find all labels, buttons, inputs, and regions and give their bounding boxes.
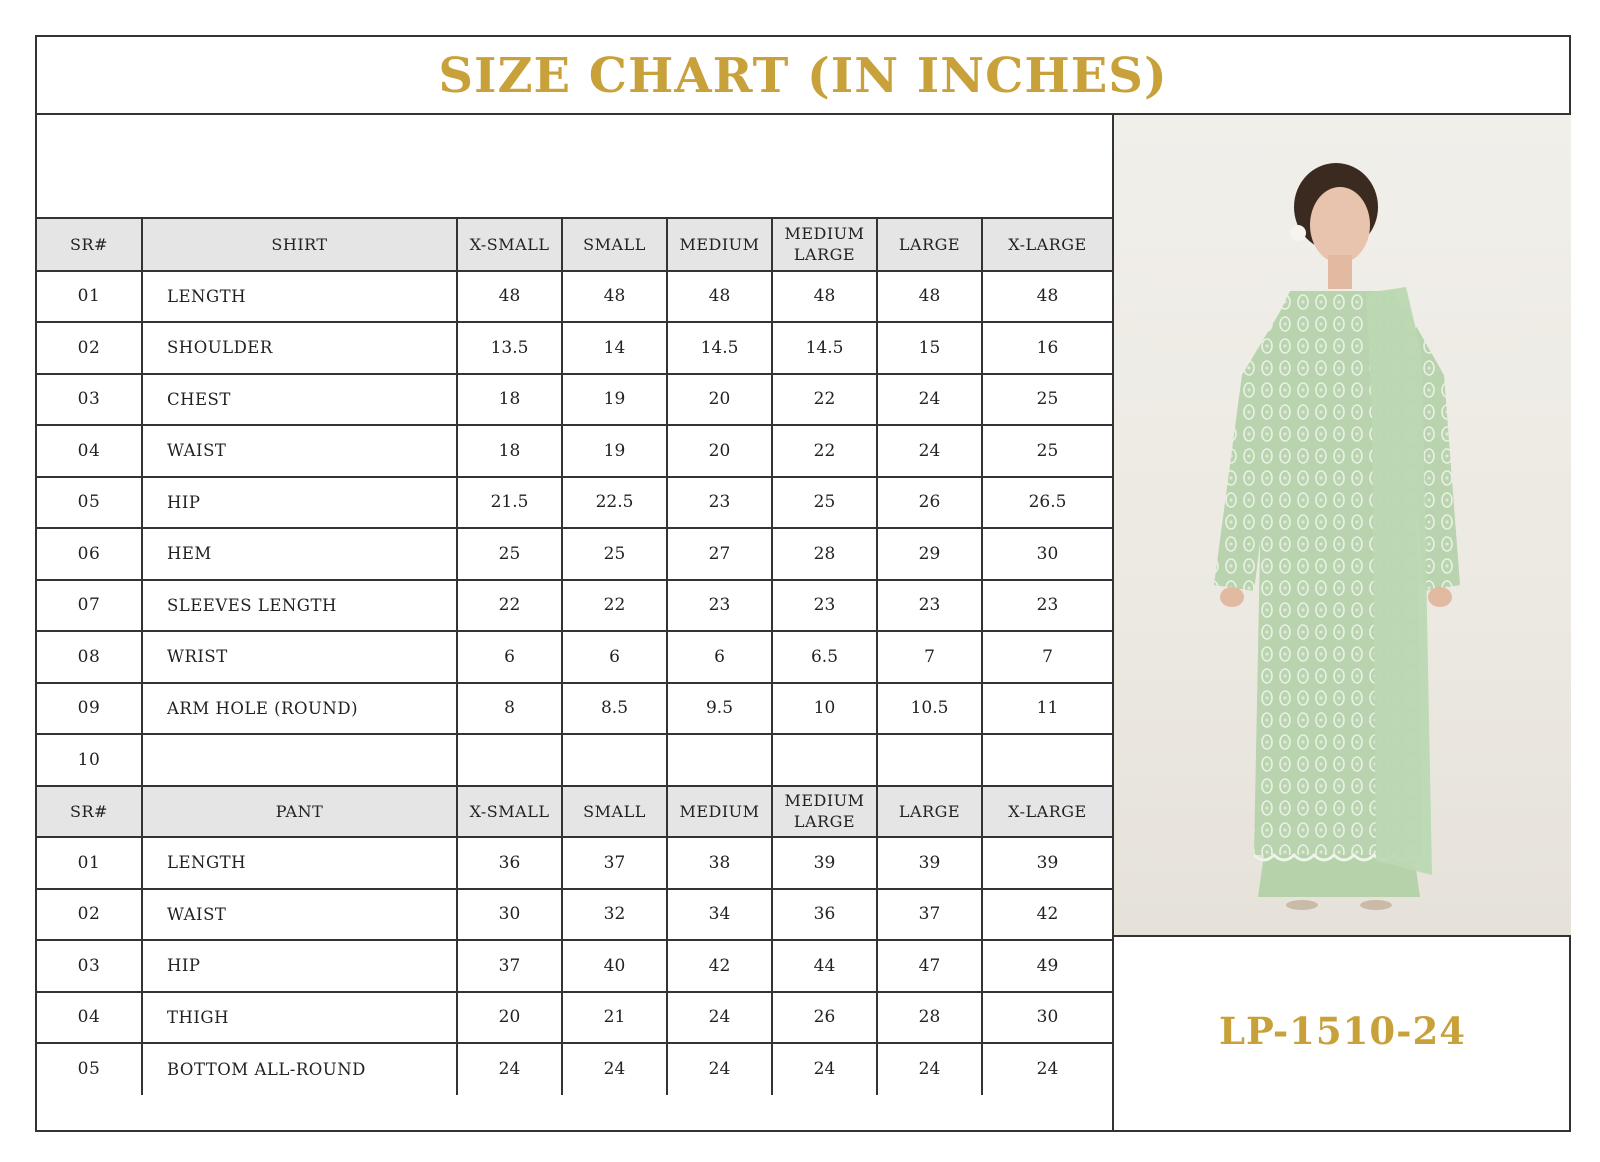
dupatta (1366, 287, 1432, 875)
size-value-cell: 6 (667, 631, 772, 683)
size-value-cell: 24 (562, 1043, 667, 1095)
size-value-cell: 42 (667, 940, 772, 992)
pant-table-header-cell: MEDIUM (667, 786, 772, 838)
size-value-cell: 20 (667, 374, 772, 426)
table-row (37, 271, 1112, 323)
right-foot (1360, 900, 1392, 910)
size-value-cell: 37 (877, 889, 982, 941)
size-value-cell (457, 734, 562, 786)
size-value-cell: 23 (982, 580, 1112, 632)
size-value-cell: 8 (457, 683, 562, 735)
measurement-name-cell: THIGH (142, 992, 457, 1044)
table-row (37, 940, 1112, 992)
table-row (37, 889, 1112, 941)
size-value-cell: 25 (562, 528, 667, 580)
row-number-cell: 04 (37, 992, 142, 1044)
size-value-cell: 8.5 (562, 683, 667, 735)
size-value-cell: 24 (667, 992, 772, 1044)
size-value-cell: 18 (457, 425, 562, 477)
size-value-cell: 39 (982, 837, 1112, 889)
measurement-name-cell: CHEST (142, 374, 457, 426)
size-value-cell: 22 (772, 374, 877, 426)
size-value-cell: 20 (667, 425, 772, 477)
size-value-cell: 39 (772, 837, 877, 889)
size-value-cell (667, 734, 772, 786)
row-number-cell: 01 (37, 271, 142, 323)
size-value-cell: 25 (982, 374, 1112, 426)
size-value-cell: 48 (562, 271, 667, 323)
size-value-cell: 48 (877, 271, 982, 323)
product-code: LP-1510-24 (1219, 1008, 1466, 1053)
measurement-name-cell: WAIST (142, 425, 457, 477)
right-hand (1428, 587, 1452, 607)
table-row (37, 477, 1112, 529)
size-value-cell: 9.5 (667, 683, 772, 735)
row-number-cell: 04 (37, 425, 142, 477)
size-value-cell: 38 (667, 837, 772, 889)
pant-table-header-cell: SMALL (562, 786, 667, 838)
size-value-cell: 23 (667, 580, 772, 632)
row-number-cell: 08 (37, 631, 142, 683)
measurement-name-cell: HIP (142, 477, 457, 529)
shirt-table-header-cell: LARGE (877, 219, 982, 271)
size-value-cell: 28 (772, 528, 877, 580)
size-value-cell: 25 (772, 477, 877, 529)
size-table-body (37, 219, 1112, 1095)
left-foot (1286, 900, 1318, 910)
measurement-name-cell: LENGTH (142, 271, 457, 323)
size-value-cell: 24 (877, 1043, 982, 1095)
product-code-panel (1114, 937, 1571, 1132)
shirt-table-header-cell: SHIRT (142, 219, 457, 271)
table-row (37, 734, 1112, 786)
measurement-name-cell: LENGTH (142, 837, 457, 889)
size-value-cell (772, 734, 877, 786)
table-row (37, 528, 1112, 580)
table-row (37, 374, 1112, 426)
size-value-cell: 24 (667, 1043, 772, 1095)
size-value-cell: 30 (982, 528, 1112, 580)
size-value-cell: 21 (562, 992, 667, 1044)
size-value-cell: 6 (457, 631, 562, 683)
size-value-cell: 30 (457, 889, 562, 941)
size-value-cell: 23 (667, 477, 772, 529)
size-value-cell: 22.5 (562, 477, 667, 529)
neck-shape (1328, 255, 1352, 289)
size-value-cell: 15 (877, 322, 982, 374)
size-value-cell: 39 (877, 837, 982, 889)
size-value-cell: 6 (562, 631, 667, 683)
table-row (37, 580, 1112, 632)
measurement-name-cell: HIP (142, 940, 457, 992)
table-row (37, 837, 1112, 889)
table-row (37, 631, 1112, 683)
row-number-cell: 02 (37, 889, 142, 941)
size-value-cell: 40 (562, 940, 667, 992)
table-row (37, 425, 1112, 477)
measurement-name-cell: WAIST (142, 889, 457, 941)
table-row (37, 1043, 1112, 1095)
size-value-cell: 10 (772, 683, 877, 735)
title-bar (37, 37, 1569, 115)
row-number-cell: 05 (37, 477, 142, 529)
row-number-cell: 10 (37, 734, 142, 786)
row-number-cell: 05 (37, 1043, 142, 1095)
row-number-cell: 09 (37, 683, 142, 735)
row-number-cell: 02 (37, 322, 142, 374)
row-number-cell: 01 (37, 837, 142, 889)
size-value-cell: 24 (1036, 1059, 1059, 1080)
row-number-cell: 03 (37, 374, 142, 426)
size-value-cell: 7 (877, 631, 982, 683)
pant-table-header-cell: X-LARGE (982, 786, 1112, 838)
size-value-cell: 24 (772, 1043, 877, 1095)
size-value-cell: 28 (877, 992, 982, 1044)
size-value-cell: 49 (982, 940, 1112, 992)
size-value-cell: 30 (982, 992, 1112, 1044)
table-row (37, 322, 1112, 374)
size-value-cell: 47 (877, 940, 982, 992)
shirt-table-header-cell: X-SMALL (457, 219, 562, 271)
size-value-cell: 25 (982, 425, 1112, 477)
size-value-cell: 6.5 (772, 631, 877, 683)
shirt-table-header-cell: MEDIUM LARGE (772, 219, 877, 271)
size-value-cell: 27 (667, 528, 772, 580)
size-value-cell: 44 (772, 940, 877, 992)
size-value-cell: 24 (877, 425, 982, 477)
size-value-cell: 24 (877, 374, 982, 426)
size-value-cell: 37 (457, 940, 562, 992)
size-value-cell: 37 (562, 837, 667, 889)
size-value-cell: 16 (982, 322, 1112, 374)
size-value-cell (877, 734, 982, 786)
size-value-cell: 26.5 (982, 477, 1112, 529)
pant-table-header-cell: MEDIUM LARGE (772, 786, 877, 838)
size-value-cell: 20 (457, 992, 562, 1044)
shirt-table-header-cell: MEDIUM (667, 219, 772, 271)
size-value-cell: 48 (457, 271, 562, 323)
size-value-cell: 22 (562, 580, 667, 632)
size-value-cell: 7 (982, 631, 1112, 683)
size-value-cell: 34 (667, 889, 772, 941)
measurement-name-cell: SHOULDER (142, 322, 457, 374)
hair-flower (1290, 225, 1306, 241)
measurement-name-cell: BOTTOM ALL-ROUND (142, 1043, 457, 1095)
size-value-cell: 19 (562, 374, 667, 426)
page-title: SIZE CHART (IN INCHES) (438, 48, 1168, 104)
measurement-name-cell (142, 734, 457, 786)
size-value-cell: 14.5 (772, 322, 877, 374)
blank-header-space (37, 115, 1112, 219)
size-value-cell: 11 (982, 683, 1112, 735)
model-photo (1114, 115, 1571, 937)
size-value-cell: 23 (877, 580, 982, 632)
row-number-cell: 03 (37, 940, 142, 992)
size-value-cell: 48 (667, 271, 772, 323)
table-row (37, 683, 1112, 735)
face-shape (1310, 187, 1370, 263)
size-chart-frame (35, 35, 1571, 1132)
left-hand (1220, 587, 1244, 607)
size-value-cell: 18 (457, 374, 562, 426)
model-illustration (1114, 115, 1571, 937)
size-value-cell: 32 (562, 889, 667, 941)
size-value-cell: 14 (562, 322, 667, 374)
size-value-cell: 25 (457, 528, 562, 580)
measurement-name-cell: HEM (142, 528, 457, 580)
size-value-cell: 29 (877, 528, 982, 580)
size-value-cell: 23 (772, 580, 877, 632)
measurement-name-cell: SLEEVES LENGTH (142, 580, 457, 632)
pant-table-header-row (37, 786, 1112, 838)
measurement-name-cell: WRIST (142, 631, 457, 683)
size-value-cell: 36 (772, 889, 877, 941)
size-value-cell: 13.5 (457, 322, 562, 374)
size-value-cell: 26 (772, 992, 877, 1044)
size-value-cell: 42 (982, 889, 1112, 941)
size-value-cell: 26 (877, 477, 982, 529)
shirt-table-header-cell: SR# (37, 219, 142, 271)
shirt-table-header-cell: SMALL (562, 219, 667, 271)
size-value-cell: 22 (772, 425, 877, 477)
size-value-cell (982, 734, 1112, 786)
row-number-cell: 07 (37, 580, 142, 632)
pant-table-header-cell: SR# (37, 786, 142, 838)
size-value-cell: 10.5 (877, 683, 982, 735)
pant-table-header-cell: X-SMALL (457, 786, 562, 838)
shirt-table-header-row (37, 219, 1112, 271)
row-number-cell: 06 (37, 528, 142, 580)
size-table (37, 219, 1112, 1095)
size-value-cell: 36 (457, 837, 562, 889)
size-table-area (37, 115, 1114, 1132)
size-value-cell: 24 (457, 1043, 562, 1095)
size-value-cell: 14.5 (667, 322, 772, 374)
size-value-cell: 19 (562, 425, 667, 477)
size-value-cell (562, 734, 667, 786)
size-value-cell: 21.5 (457, 477, 562, 529)
measurement-name-cell: ARM HOLE (ROUND) (142, 683, 457, 735)
table-row (37, 992, 1112, 1044)
size-value-cell: 48 (772, 271, 877, 323)
shirt-table-header-cell: X-LARGE (982, 219, 1112, 271)
size-value-cell: 48 (982, 271, 1112, 323)
pant-table-header-cell: PANT (142, 786, 457, 838)
pant-table-header-cell: LARGE (877, 786, 982, 838)
size-value-cell: 22 (457, 580, 562, 632)
